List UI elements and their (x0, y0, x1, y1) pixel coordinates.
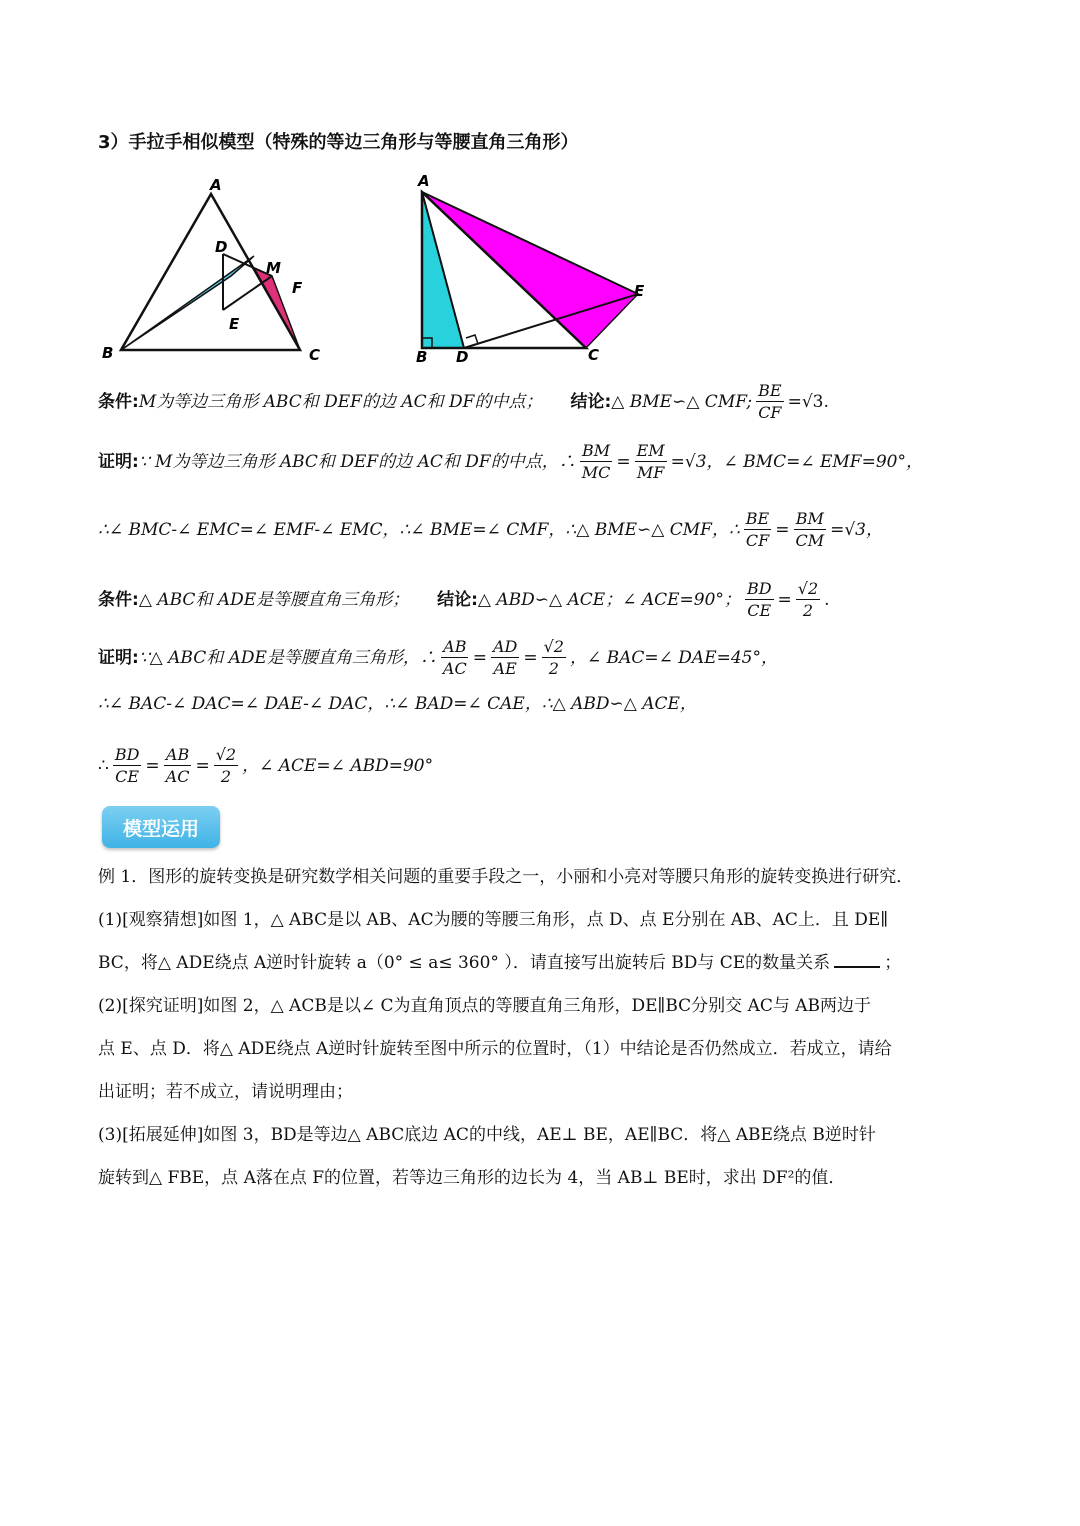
proof-text: ∵ M为等边三角形 ABC和 DEF的边 AC和 DF的中点，∴ (138, 451, 576, 472)
label-c: C (588, 346, 600, 364)
fraction: $\frac{√2}{2}$ (215, 745, 237, 786)
conclusion-label: 结论: (570, 391, 612, 412)
question-2-line1: (2)[探究证明]如图 2，△ ACB是以∠ C为直角顶点的等腰直角三角形，DE∥BC分别交 AC与 AB两边于 (98, 996, 872, 1016)
label-a: A (418, 172, 430, 190)
fraction: $\frac{√2}{2}$ (797, 579, 819, 620)
proof-text: ∴∠ BMC-∠ EMC=∠ EMF-∠ EMC，∴∠ BME=∠ CMF，∴△ BME∽△ CMF，∴ (98, 519, 740, 540)
question-3-line1: (3)[拓展延伸]如图 3，BD是等边△ ABC底边 AC的中线，AE⊥ BE，AE∥BC．将△ ABE绕点 B逆时针 (98, 1125, 876, 1145)
proof-tail: ，∠ ACE=∠ ABD=90° (242, 755, 434, 776)
label-e: E (229, 315, 240, 333)
condition-text: △ ABC和 ADE是等腰直角三角形； (138, 589, 410, 610)
fraction: $\frac{BD}{CE}$ (114, 745, 140, 786)
fraction: $\frac{AB}{AC}$ (442, 637, 467, 678)
model1-condition-row (98, 380, 1000, 423)
condition-label: 条件: (98, 589, 139, 610)
proof-tail: =√3， (830, 519, 883, 540)
example-intro: 例 1．图形的旋转变换是研究数学相关问题的重要手段之一，小丽和小亮对等腰只角形的旋转变换进行研究． (98, 867, 914, 887)
question-1-line1: (1)[观察猜想]如图 1，△ ABC是以 AB、AC为腰的等腰三角形，点 D、点 E分别在 AB、AC上．且 DE∥ (98, 910, 889, 930)
label-b: B (102, 344, 114, 362)
proof-label: 证明: (98, 451, 139, 472)
fraction: $\frac{AD}{AE}$ (492, 637, 518, 678)
label-e: E (634, 282, 645, 300)
fraction: $\frac{BE}{CF}$ (745, 509, 770, 550)
model2-proof-line3: ∴ $\frac{BD}{CE}$ = $\frac{AB}{AC}$ = $\frac{√2}{2}$ ，∠ ACE=∠ ABD=90° (98, 745, 434, 786)
conclusion-label: 结论: (437, 589, 478, 610)
figure-equilateral (96, 172, 336, 368)
model2-proof-line2 (98, 692, 1000, 716)
question-1-line2: BC，将△ ADE绕点 A逆时针旋转 a（0° ≤ a≤ 360° ）．请直接写出旋转后 BD与 CE的数量关系 ； (98, 942, 994, 985)
condition-text: M为等边三角形 ABC和 DEF的边 AC和 DF的中点； (138, 391, 543, 412)
conclusion-text: △ ABD∽△ ACE；∠ ACE=90°； (477, 589, 741, 610)
proof-tail: =√3，∠ BMC=∠ EMF=90°， (670, 451, 923, 472)
conclusion-text: △ BME∽△ CMF; (611, 391, 753, 412)
label-d: D (456, 348, 469, 366)
proof-label: 证明: (98, 647, 139, 668)
model-application-badge: 模型运用 (102, 806, 220, 848)
proof-text: ∴∠ BAC-∠ DAC=∠ DAE-∠ DAC，∴∠ BAD=∠ CAE，∴△ ABD∽△ ACE， (98, 694, 697, 714)
proof-text: ∵△ ABC和 ADE是等腰直角三角形，∴ (138, 647, 437, 668)
proof-tail: ，∠ BAC=∠ DAE=45°， (569, 647, 778, 668)
fraction: $\frac{BD}{CE}$ (746, 579, 772, 620)
section-title: 3）手拉手相似模型（特殊的等边三角形与等腰直角三角形） (98, 132, 579, 153)
model2-condition-row: 条件: △ ABC和 ADE是等腰直角三角形； 结论: △ ABD∽△ ACE；∠ ACE=90°； $\frac{BD}{CE}$ = $\frac{√2}{2}$ . (98, 579, 830, 620)
question-2-line2: 点 E、点 D．将△ ADE绕点 A逆时针旋转至图中所示的位置时，（1）中结论是否仍然成立．若成立，请给 (98, 1039, 892, 1059)
question-2-line3: 出证明；若不成立，请说明理由； (98, 1082, 353, 1102)
label-c: C (309, 346, 321, 364)
fraction: $\frac{AB}{AC}$ (165, 745, 190, 786)
figure-right-isosceles (410, 172, 660, 368)
label-d: D (215, 238, 228, 256)
example-1 (98, 856, 994, 1200)
fraction: $\frac{BM}{MC}$ (581, 441, 611, 482)
conclusion-value: =√3. (787, 391, 829, 412)
label-m: M (266, 259, 281, 277)
label-b: B (416, 348, 428, 366)
model1-proof-line2: ∴∠ BMC-∠ EMC=∠ EMF-∠ EMC，∴∠ BME=∠ CMF，∴△ BME∽△ CMF，∴ $\frac{BE}{CF}$ = $\frac{BM}{CM}$ =√3， (98, 509, 883, 550)
proof-prefix: ∴ (98, 755, 109, 776)
label-f: F (292, 279, 303, 297)
fraction: $\frac{BM}{CM}$ (795, 509, 825, 550)
model1-proof-line1: 证明: ∵ M为等边三角形 ABC和 DEF的边 AC和 DF的中点，∴ $\frac{BM}{MC}$ = $\frac{EM}{MF}$ =√3，∠ BMC=∠ EMF=90°， (98, 441, 923, 482)
fraction: $\frac{√2}{2}$ (543, 637, 564, 678)
answer-blank[interactable] (834, 950, 880, 968)
fraction: $\frac{EM}{MF}$ (636, 441, 665, 482)
label-a: A (210, 176, 222, 194)
fraction: $\frac{BE}{CF}$ (758, 381, 782, 422)
question-3-line2: 旋转到△ FBE，点 A落在点 F的位置，若等边三角形的边长为 4，当 AB⊥ BE时，求出 DF²的值． (98, 1168, 846, 1188)
model2-proof-line1: 证明: ∵△ ABC和 ADE是等腰直角三角形，∴ $\frac{AB}{AC}$ = $\frac{AD}{AE}$ = $\frac{√2}{2}$ ，∠ BAC=∠ DAE=45°， (98, 637, 778, 678)
condition-label: 条件: (98, 391, 139, 412)
